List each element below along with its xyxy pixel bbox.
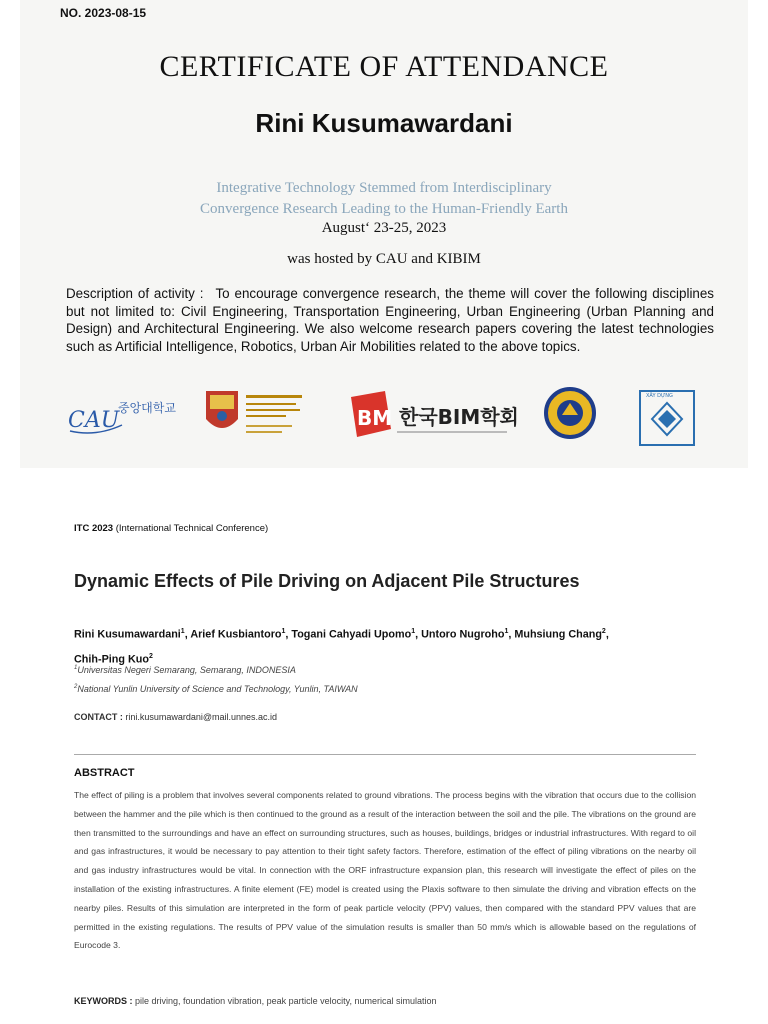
event-date: August‘ 23-25, 2023 [321, 220, 447, 236]
keywords-label: KEYWORDS : [74, 996, 133, 1006]
abstract-heading: ABSTRACT [74, 767, 135, 779]
kibim-logo [345, 385, 525, 455]
author-affiliation-mark: 1 [281, 628, 286, 635]
svg-text:BM: BM [357, 406, 393, 430]
event-title-line2: Convergence Research Leading to the Human-Friendly Earth [200, 201, 568, 217]
author-name: Untoro Nugroho [421, 628, 505, 641]
abstract-text: The effect of piling is a problem that involves several components related to ground vibrations. The process begins with the vibration that occurs due to the collision between the hammer and the pile which is then continued to the ground as a result of the interaction between the soil and the pile. The vibrations on the ground are then transmitted to the surroundings and have an effect on surrounding structures, such as houses, buildings, bridges or industrial infrastructures. With regard to oil and gas infrastructures, it would be necessary to pay attention to their tight safety factors. Therefore, estimation of the effect of piling vibrations on the nearby oil and gas industry infrastructures would be vital. In connection with the ORF infrastructure expansion plan, this research will investigate the effect of piles on the installation of the existing infrastructures. A finite element (FE) model is created using the Plaxis software to then simulate the driving and vibration effects on the nearby piles. Results of this simulation are interpreted in the form of peak particle velocity (PPV) values, then compared with the standard PPV values that are permitted in the existing regulations. The results of PPV value of the simulation results is smaller than 50 mm/s which is allowable based on the regulations of Eurocode 3. [74, 790, 696, 951]
university-seal-logo [542, 385, 602, 455]
contact-email: rini.kusumawardani@mail.unnes.ac.id [125, 712, 278, 722]
author-name: Rini Kusumawardani [74, 628, 181, 641]
cau-logo-text: 중앙대학교 [118, 401, 176, 415]
affiliation-mark: 2 [74, 684, 78, 690]
xay-dung-logo [636, 385, 706, 455]
description-label: Description of activity : [66, 286, 204, 301]
author-affiliation-mark: 1 [180, 628, 185, 635]
author-list [74, 621, 694, 670]
section-divider [74, 754, 696, 755]
ukm-logo [200, 385, 310, 455]
certificate-number: NO. 2023-08-15 [60, 6, 147, 20]
contact-line [74, 712, 277, 722]
conference-name-full: (International Technical Conference) [113, 523, 269, 534]
event-title [20, 178, 748, 220]
author-line-1: Rini Kusumawardani$^1$, Arief Kusbiantoro$^1$, Togani Cahyadi Upomo$^1$, Untoro Nugroho$^1$, Muhsiung Chang$^2$, [74, 628, 609, 641]
xay-dung-logo-text: XÂY DỰNG [646, 393, 673, 399]
author-name: Chih-Ping Kuo [74, 653, 149, 666]
certificate-scan [20, 0, 748, 468]
event-title-line1: Integrative Technology Stemmed from Interdisciplinary [216, 180, 552, 196]
kibim-logo-text: 한국BIM학회 [399, 405, 519, 429]
cau-logo [66, 385, 176, 455]
svg-text:CAU: CAU [68, 408, 120, 433]
affiliation-2 [74, 684, 358, 694]
keywords-text: pile driving, foundation vibration, peak particle velocity, numerical simulation [135, 996, 437, 1006]
conference-name: ITC 2023 [74, 523, 114, 534]
author-affiliation-mark: 2 [148, 652, 153, 660]
keywords-line [74, 996, 437, 1006]
affiliation-text: National Yunlin University of Science and Technology, Yunlin, TAIWAN [77, 684, 358, 694]
author-name: Togani Cahyadi Upomo [291, 628, 412, 641]
contact-label: CONTACT : [74, 712, 123, 722]
recipient-name: Rini Kusumawardani [255, 108, 513, 138]
ukm-crest-icon [200, 385, 310, 455]
paper-title: Dynamic Effects of Pile Driving on Adjacent Pile Structures [74, 571, 580, 591]
affiliation-mark: 1 [74, 665, 78, 671]
university-seal-icon [542, 385, 602, 455]
affiliation-1 [74, 665, 296, 675]
author-affiliation-mark: 2 [601, 628, 606, 635]
description-text: To encourage convergence research, the theme will cover the following disciplines but not limited to: Civil Engineering, Transportation Engineering, Urban Engineering (Urban Planning and Design) and Architectural Engineering. We also welcome research papers covering the latest technologies such as Artificial Intelligence, Robotics, Urban Air Mobilities related to the above topics. [66, 286, 715, 354]
logo-strip [60, 385, 710, 455]
author-affiliation-mark: 1 [504, 628, 509, 635]
author-affiliation-mark: 1 [411, 628, 416, 635]
cau-logo-mark [66, 385, 176, 455]
author-name: Arief Kusbiantoro [190, 628, 282, 641]
activity-description [66, 285, 714, 355]
certificate-title: CERTIFICATE OF ATTENDANCE [159, 50, 609, 83]
affiliation-text: Universitas Negeri Semarang, Semarang, INDONESIA [77, 665, 296, 675]
conference-line [74, 523, 268, 534]
hosted-by: was hosted by CAU and KIBIM [287, 251, 481, 267]
author-name: Muhsiung Chang [514, 628, 602, 641]
